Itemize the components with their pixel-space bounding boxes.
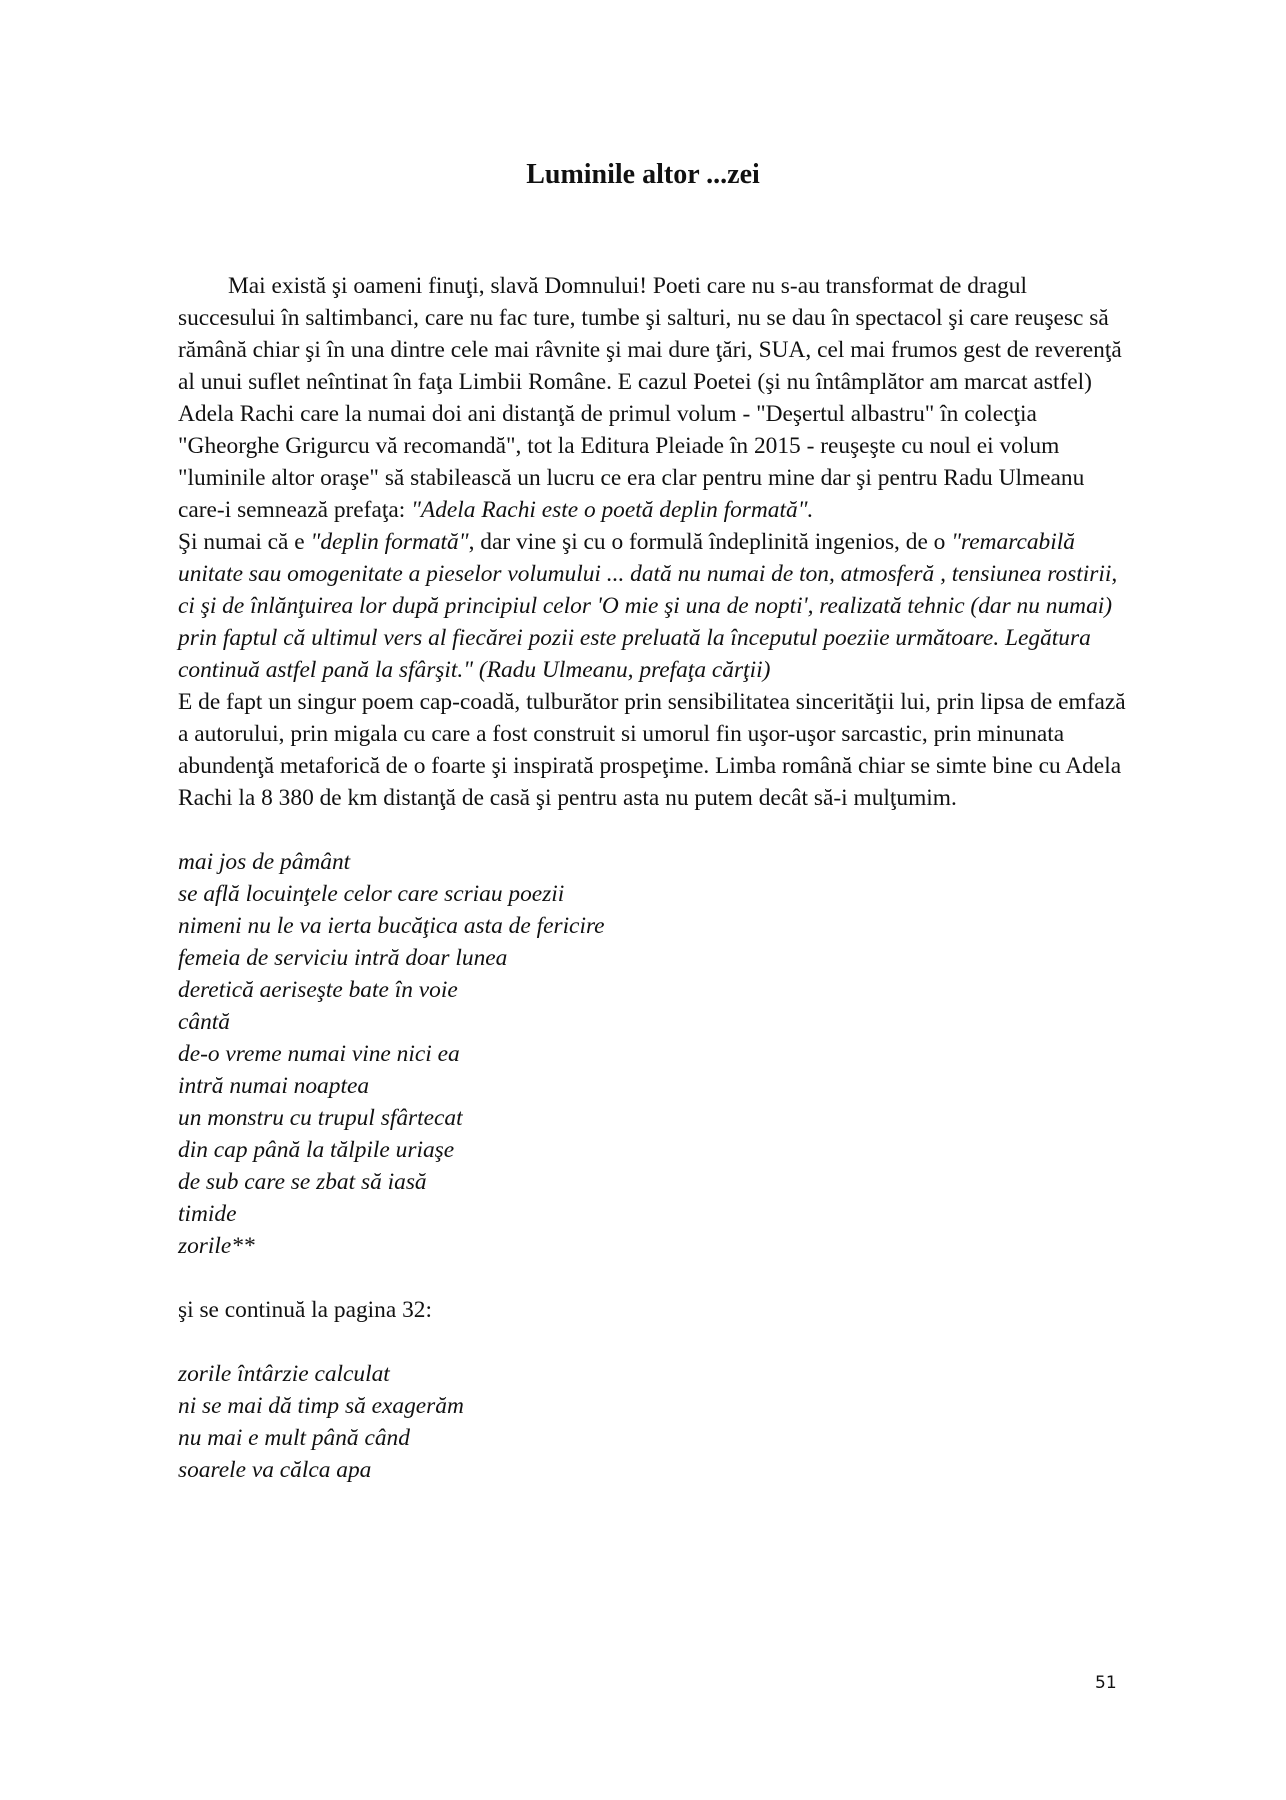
poem-line: femeia de serviciu intră doar lunea [178, 945, 508, 971]
poem-line: intră numai noaptea [178, 1073, 370, 1099]
article-title: Luminile altor ...zei [526, 159, 760, 190]
poem-line: soarele va călca apa [178, 1457, 372, 1483]
poem-excerpt-2 [178, 1358, 1128, 1486]
quote-deplin-format: "deplin formată" [310, 529, 469, 555]
spacer [178, 1262, 1128, 1294]
preface-quote: "Adela Rachi este o poetă deplin formată". [411, 497, 814, 523]
poem-line: de sub care se zbat să iasă [178, 1169, 427, 1195]
poem-line: zorile** [178, 1233, 255, 1259]
article-body [178, 270, 1128, 1486]
poem-line: din cap până la tălpile uriaşe [178, 1137, 455, 1163]
intro-paragraph-2 [178, 526, 1128, 686]
poem-line: cântă [178, 1009, 230, 1035]
poem-excerpt-1 [178, 846, 1128, 1262]
spacer [178, 1326, 1128, 1358]
poem-line: zorile întârzie calculat [178, 1361, 390, 1387]
poem-line: mai jos de pâmânt [178, 849, 351, 875]
intro-paragraph-2-text-b: , dar vine şi cu o formulă îndeplinită ingenios, de o [468, 529, 952, 555]
poem-line: de-o vreme numai vine nici ea [178, 1041, 460, 1067]
intro-paragraph-2-text-a: Şi numai că e [178, 529, 311, 555]
spacer [178, 814, 1128, 846]
poem-line: timide [178, 1201, 237, 1227]
intro-paragraph-3: E de fapt un singur poem cap-coadă, tulburător prin sensibilitatea sincerităţii lui, prin lipsa de emfază a autorului, prin migala cu care a fost construit si umorul fin uşor-uşor sarcastic, prin minunata abundenţă metaforică de o foarte şi inspirată prospeţime. Limba română chiar se simte bine cu Adela Rachi la 8 380 de km distanţă de casă şi pentru asta nu putem decât să-i mulţumim. [178, 689, 1126, 811]
page-number: 51 [1095, 1673, 1117, 1693]
intro-paragraph-1-text: Mai există şi oameni finuţi, slavă Domnului! Poeti care nu s-au transformat de dragul succesului în saltimbanci, care nu fac ture, tumbe şi salturi, nu se dau în spectacol şi care reuşesc să rămână chiar şi în una dintre cele mai râvnite şi mai dure ţări, SUA, cel mai frumos gest de reverenţă al unui suflet neîntinat în faţa Limbii Române. E cazul Poetei (şi nu întâmplător am marcat astfel) Adela Rachi care la numai doi ani distanţă de primul volum - "Deşertul albastru" în colecţia "Gheorghe Grigurcu vă recomandă", tot la Editura Pleiade în 2015 - reuşeşte cu noul ei volum "luminile altor oraşe" să stabilească un lucru ce era clar pentru mine dar şi pentru Radu Ulmeanu care-i semnează prefaţa: [178, 273, 1122, 523]
intro-paragraph-1 [178, 270, 1128, 526]
poem-line: nimeni nu le va ierta bucăţica asta de fericire [178, 913, 605, 939]
poem-line: un monstru cu trupul sfârtecat [178, 1105, 463, 1131]
quote-remarcabila-unitate: "remarcabilă unitate sau omogenitate a pieselor volumului ... dată nu numai de ton, atmosferă , tensiunea rostirii, ci şi de înlănţuirea lor după principiul celor 'O mie şi una de nopti', realizată tehnic (dar nu numai) prin faptul că ultimul vers al fiecărei pozii este preluată la începutul poeziie următoare. Legătura continuă astfel pană la sfârşit." (Radu Ulmeanu, prefaţa cărţii) [178, 529, 1118, 683]
poem-line: se află locuinţele celor care scriau poezii [178, 881, 565, 907]
poem-line: ni se mai dă timp să exagerăm [178, 1393, 464, 1419]
poem-line: nu mai e mult până când [178, 1425, 410, 1451]
continuation-note: şi se continuă la pagina 32: [178, 1297, 432, 1323]
poem-line: deretică aeriseşte bate în voie [178, 977, 458, 1003]
